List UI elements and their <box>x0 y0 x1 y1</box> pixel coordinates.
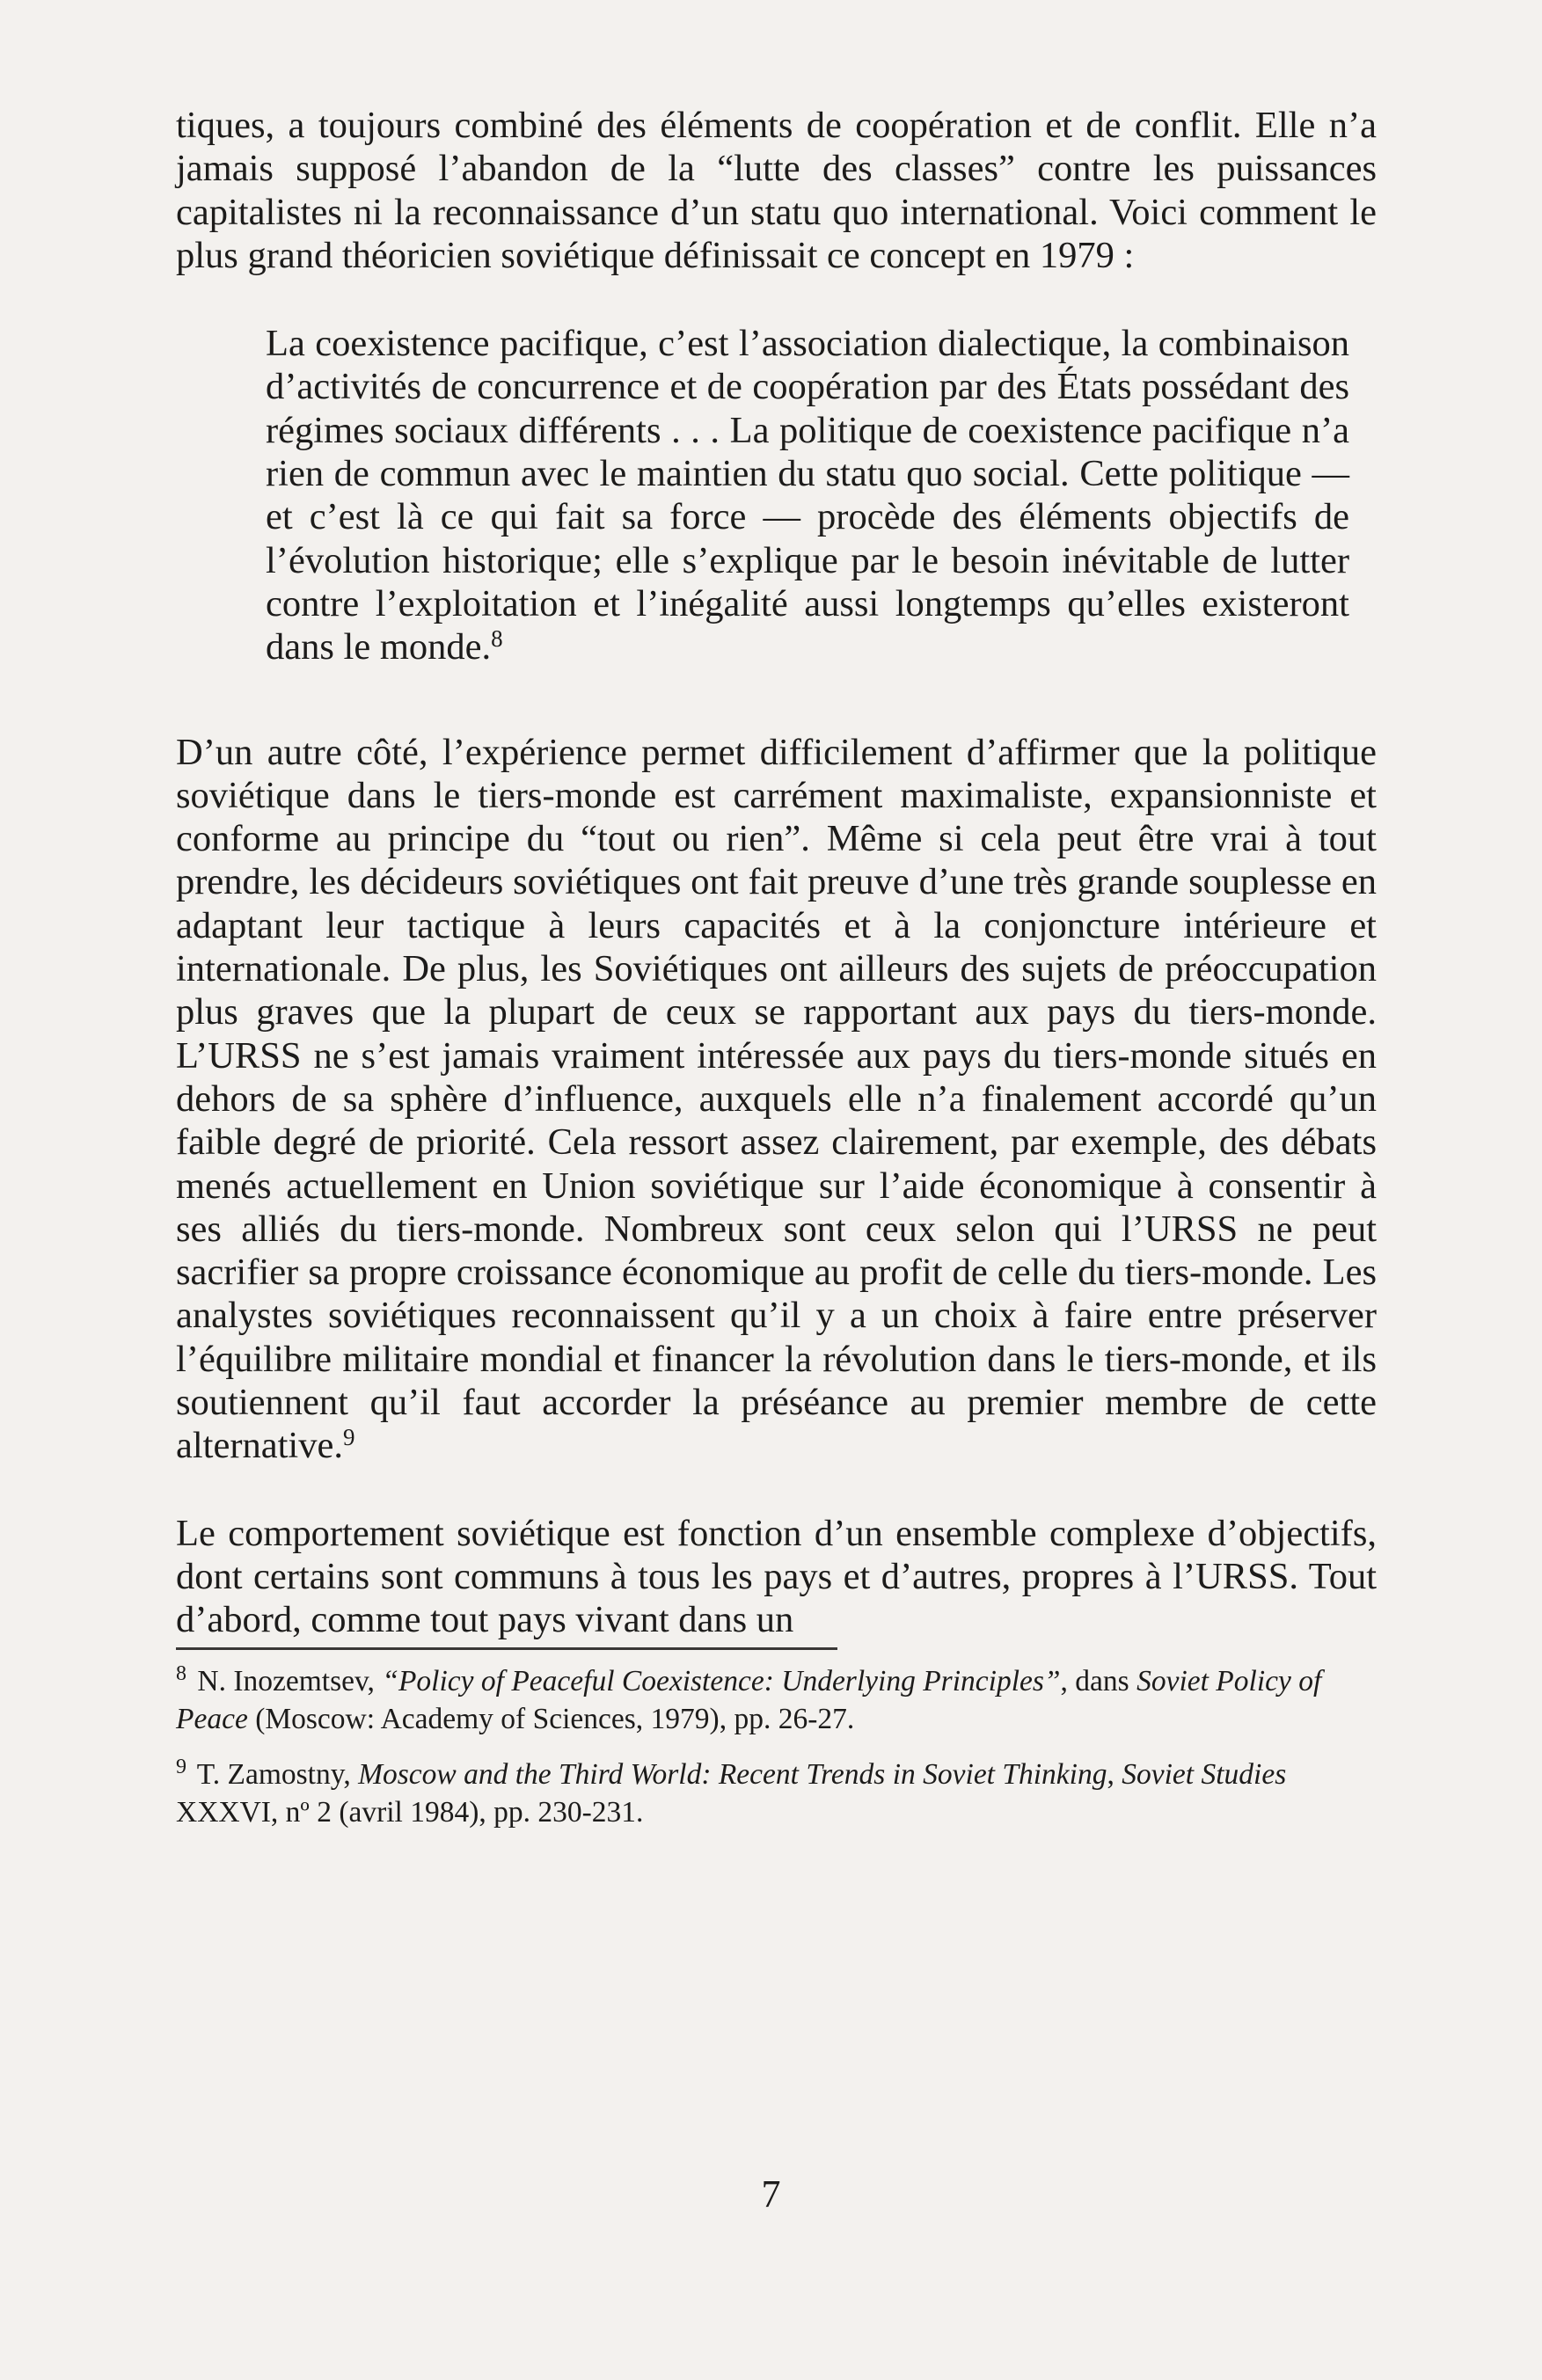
paragraph-1: tiques, a toujours combiné des éléments de coopération et de conflit. Elle n’a jamais supposé l’abandon de la “lutte des classes” contre les puissances capitalistes ni la reconnaissance d’un statu quo international. Voici comment le plus grand théoricien soviétique définissait ce concept en 1979 : <box>176 105 1377 276</box>
footnote-details: XXXVI, nº 2 (avril 1984), pp. 230-231. <box>176 1795 644 1829</box>
footnote-9 <box>176 1756 1377 1831</box>
footnote-ref-9[interactable]: 9 <box>342 1424 355 1451</box>
footnote-author: T. Zamostny, <box>196 1757 359 1791</box>
paragraph-2 <box>176 731 1377 1468</box>
footnote-source: Soviet Studies <box>1122 1757 1287 1791</box>
footnote-number: 8 <box>176 1661 186 1685</box>
footnote-source: Soviet Policy of Peace <box>176 1664 1322 1735</box>
page-body <box>176 104 1377 1849</box>
footnote-connector: , <box>1107 1757 1122 1791</box>
block-quote <box>266 322 1349 668</box>
footnote-connector: , dans <box>1060 1664 1137 1697</box>
footnote-8 <box>176 1662 1377 1738</box>
footnote-number: 9 <box>176 1755 186 1778</box>
paragraph-2-text: D’un autre côté, l’expérience permet difficilement d’affirmer que la politique soviétique dans le tiers-monde est carrément maximaliste, expansionniste et conforme au principe du “tout ou rien”. Même si cela peut être vrai à tout prendre, les décideurs soviétiques ont fait preuve d’une très grande souplesse en adaptant leur tactique à leurs capacités et à la conjoncture intérieure et internationale. De plus, les Soviétiques ont ailleurs des sujets de préoccupation plus graves que la plupart de ceux se rapportant aux pays du tiers-monde. L’URSS ne s’est jamais vraiment intéressée aux pays du tiers-monde situés en dehors de sa sphère d’influence, auxquels elle n’a finalement accordé qu’un faible degré de priorité. Cela ressort assez clairement, par exemple, des débats menés actuellement en Union soviétique sur l’aide économique à consentir à ses alliés du tiers-monde. Nombreux sont ceux selon qui l’URSS ne peut sacrifier sa propre croissance économique au profit de celle du tiers-monde. Les analystes soviétiques reconnaissent qu’il y a un choix à faire entre préserver l’équilibre militaire mondial et financer la révolution dans le tiers-monde, et ils soutiennent qu’il faut accorder la préséance au premier membre de cette alternative. <box>176 731 1377 1467</box>
footnote-ref-8[interactable]: 8 <box>491 625 503 653</box>
footnote-details: (Moscow: Academy of Sciences, 1979), pp. 26-27. <box>247 1702 855 1735</box>
footnote-title: “Policy of Peaceful Coexistence: Underlying Principles” <box>382 1664 1061 1697</box>
block-quote-text: La coexistence pacifique, c’est l’association dialectique, la combinaison d’activités de concurrence et de coopération par des États possédant des régimes sociaux différents . . . La politique de coexistence pacifique n’a rien de commun avec le maintien du statu quo social. Cette politique — et c’est là ce qui fait sa force — procède des éléments objectifs de l’évolution historique; elle s’explique par le besoin inévitable de lutter contre l’exploitation et l’inégalité aussi longtemps qu’elles existeront dans le monde. <box>266 323 1349 668</box>
page-number: 7 <box>761 2172 781 2216</box>
footnote-author: N. Inozemtsev, <box>197 1664 383 1697</box>
footnote-divider <box>176 1647 837 1650</box>
footnote-title: Moscow and the Third World: Recent Trends in Soviet Thinking <box>358 1757 1107 1791</box>
footnotes <box>176 1662 1377 1831</box>
paragraph-3: Le comportement soviétique est fonction d’un ensemble complexe d’objectifs, dont certains sont communs à tous les pays et d’autres, propres à l’URSS. Tout d’abord, comme tout pays vivant dans un <box>176 1512 1377 1641</box>
